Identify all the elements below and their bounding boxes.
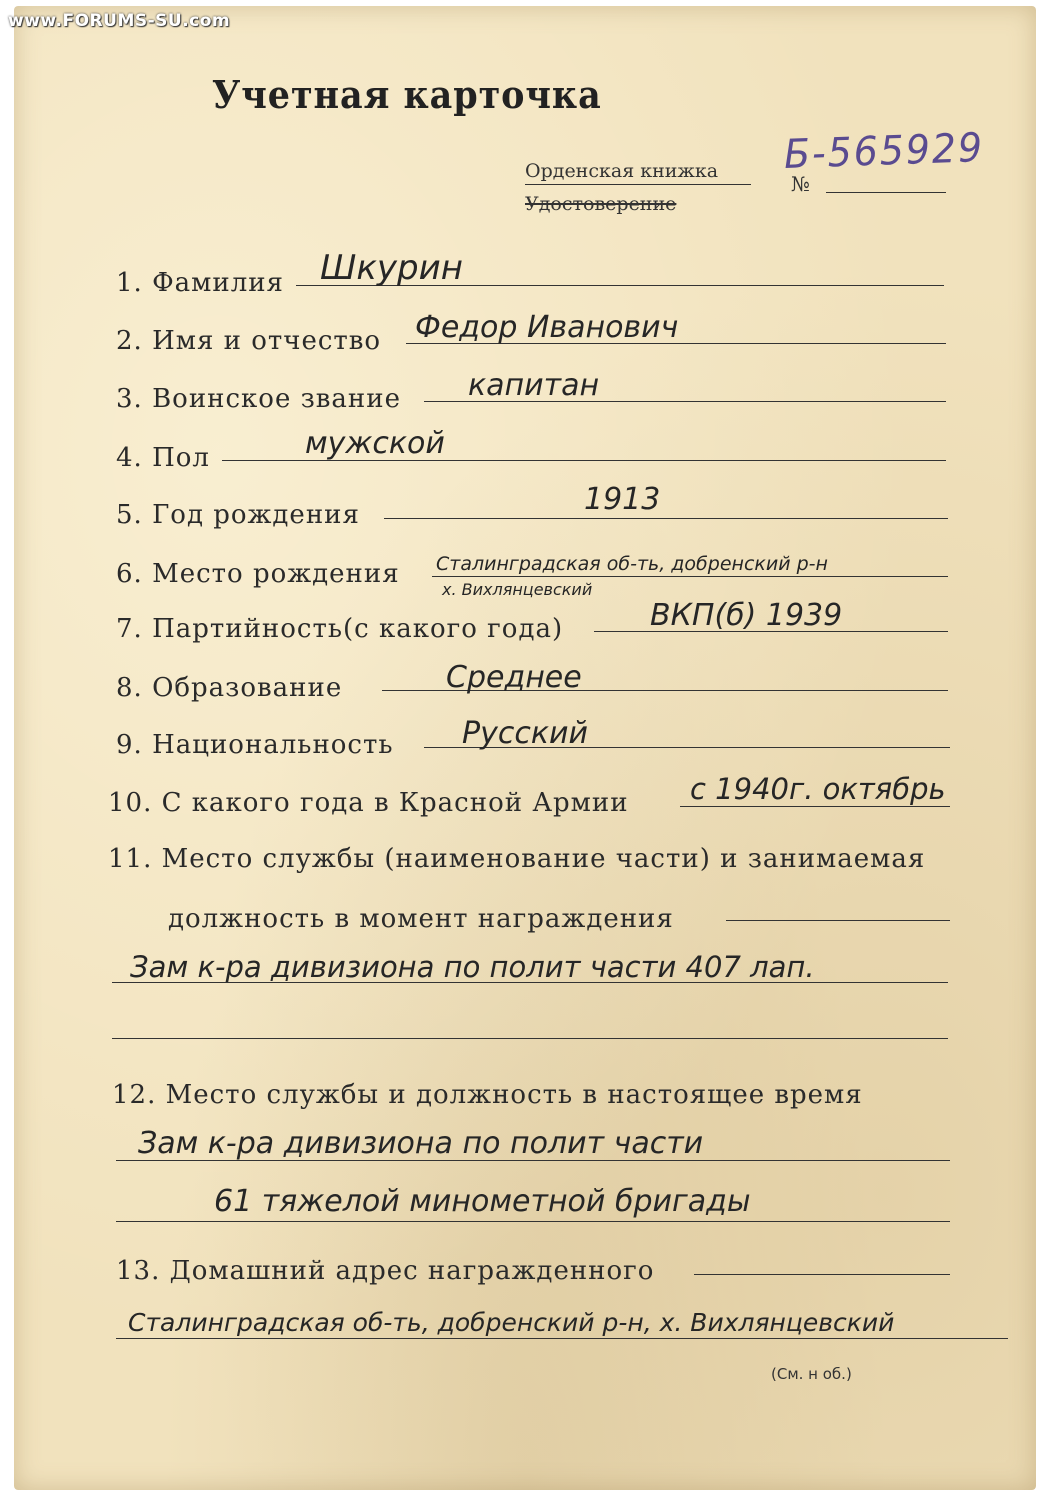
site-watermark: www.FORUMS-SU.com (8, 11, 231, 31)
field-current-service-label: 12. Место службы и должность в настоящее время (112, 1080, 863, 1110)
field-surname-value: Шкурин (320, 248, 463, 288)
field-party-label: 7. Партийность(с какого года) (116, 614, 564, 644)
field-sex-label: 4. Пол (116, 443, 210, 473)
field-party-value: ВКП(б) 1939 (650, 598, 843, 633)
field-education-label: 8. Образование (116, 673, 343, 703)
number-underline (826, 192, 946, 193)
field-service-place-line-1 (726, 920, 950, 921)
field-sex-value: мужской (305, 426, 445, 461)
field-service-place-label-1: 11. Место службы (наименование части) и занимаемая (108, 844, 926, 874)
field-army-since-line (680, 806, 950, 807)
certificate-label-struck: Удостоверение (525, 193, 677, 215)
field-name-label: 2. Имя и отчество (116, 326, 382, 356)
book-number-stamp: Б-565929 (783, 125, 985, 178)
field-birthplace-label: 6. Место рождения (116, 559, 400, 589)
field-home-address-line-2 (116, 1338, 1008, 1339)
field-service-place-label-2: должность в момент награждения (168, 904, 674, 934)
field-nationality-label: 9. Национальность (116, 730, 394, 760)
field-service-place-line-3 (112, 1038, 948, 1039)
orden-book-label: Орденская книжка (525, 160, 751, 185)
field-current-service-value-1: Зам к-ра дивизиона по полит части (138, 1126, 704, 1161)
field-birthyear-label: 5. Год рождения (116, 500, 360, 530)
number-sign: № (791, 172, 810, 196)
field-education-value: Среднее (446, 660, 582, 695)
field-birthplace-value-2: х. Вихлянцевский (442, 580, 593, 599)
field-rank-label: 3. Воинское звание (116, 384, 401, 414)
field-birthyear-value: 1913 (584, 482, 661, 517)
field-birthplace-value-1: Сталинградская об-ть, добренский р-н (436, 553, 828, 575)
reverse-side-note: (См. н об.) (771, 1365, 852, 1383)
card-title: Учетная карточка (212, 72, 602, 117)
field-service-place-line-2 (112, 982, 948, 983)
field-nationality-value: Русский (462, 716, 588, 751)
field-home-address-line-1 (694, 1274, 950, 1275)
field-home-address-value: Сталинградская об-ть, добренский р-н, х. Вихлянцевский (128, 1308, 895, 1337)
field-birthyear-line (384, 518, 948, 519)
field-current-service-value-2: 61 тяжелой минометной бригады (214, 1184, 751, 1219)
field-rank-value: капитан (468, 368, 600, 403)
field-birthplace-line (432, 576, 948, 577)
field-home-address-label: 13. Домашний адрес награжденного (116, 1256, 655, 1286)
field-army-since-value: с 1940г. октябрь (690, 772, 946, 806)
field-current-service-line-1 (116, 1160, 950, 1161)
field-service-place-value: Зам к-ра дивизиона по полит части 407 лап. (130, 950, 815, 984)
field-surname-label: 1. Фамилия (116, 268, 284, 298)
field-army-since-label: 10. С какого года в Красной Армии (108, 788, 629, 818)
field-name-value: Федор Иванович (415, 310, 679, 345)
field-current-service-line-2 (116, 1221, 950, 1222)
